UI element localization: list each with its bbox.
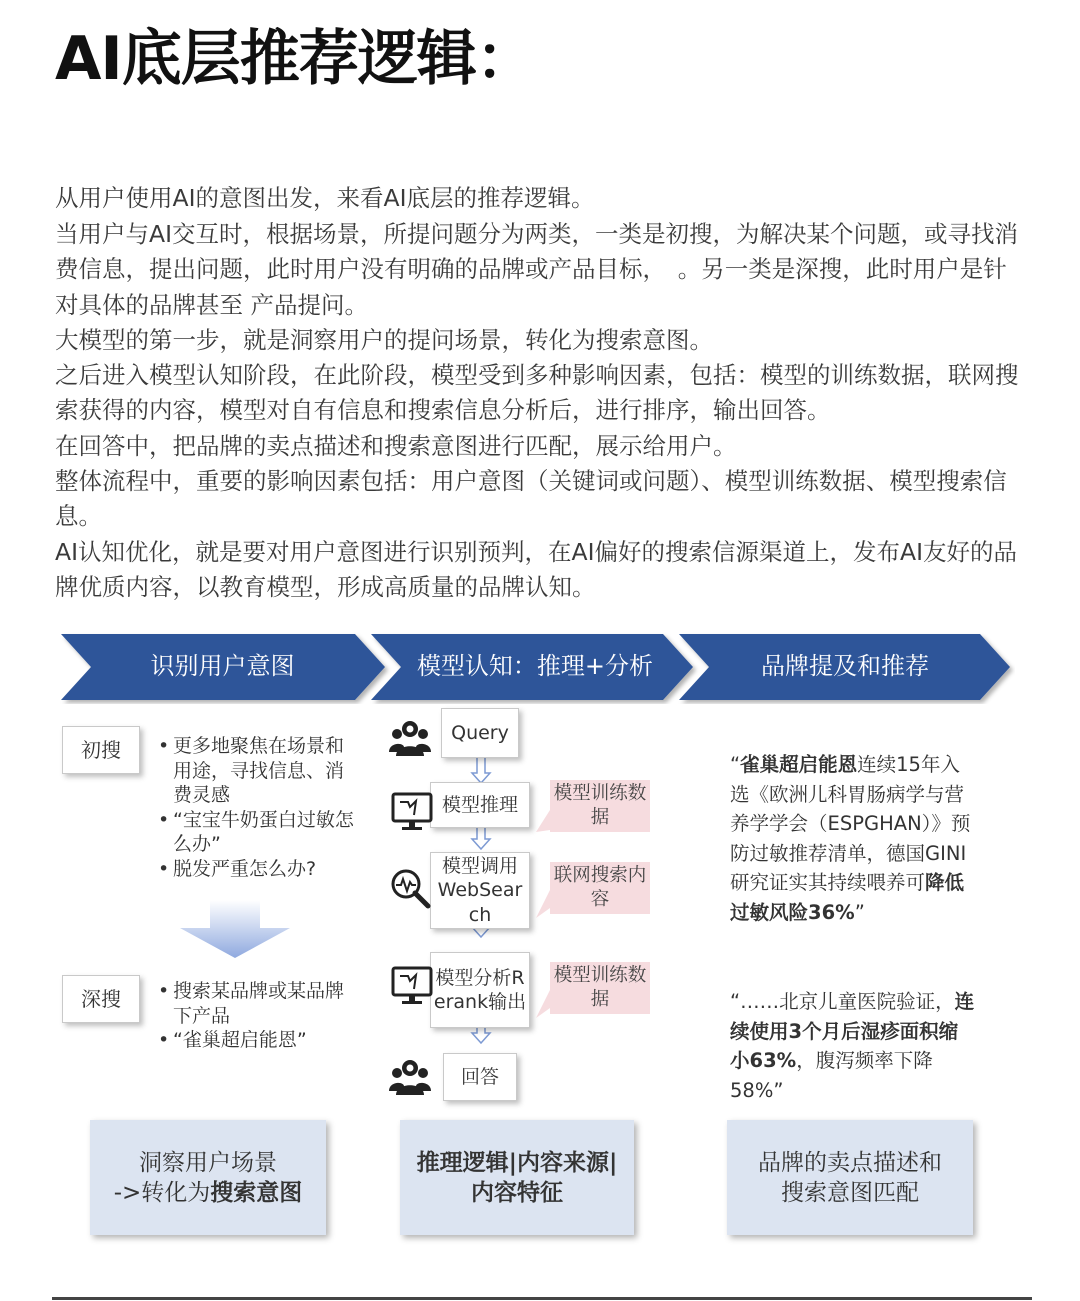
flow-step-query: Query [441, 708, 519, 758]
summary-bold: 搜索意图 [210, 1179, 303, 1206]
paragraph-7: AI认知优化，就是要对用户意图进行识别预判，在AI偏好的搜索信源渠道上，发布AI友好的品牌优质内容，以教育模型，形成高质量的品牌认知。 [55, 538, 1018, 602]
brand-quote-2 [730, 987, 975, 1105]
list-item: • 脱发严重怎么办? [155, 857, 355, 882]
quote-text: “……北京儿童医院验证， [730, 990, 955, 1013]
summary-line: 洞察用户场景 [139, 1149, 277, 1176]
stage-label-1: 识别用户意图 [150, 652, 295, 680]
quote-highlight: 连续使用3个月后湿疹面积缩小63% [730, 990, 975, 1072]
summary-line: 推理逻辑|内容来源| [416, 1149, 618, 1176]
initial-search-tag: 初搜 [62, 726, 140, 774]
list-item: • 更多地聚焦在场景和用途，寻找信息、消费灵感 [155, 734, 355, 808]
quote-highlight: 降低过敏风险36% [730, 871, 965, 924]
paragraph-4: 之后进入模型认知阶段，在此阶段，模型受到多种影响因素，包括：模型的训练数据，联网搜索获得的内容，模型对自有信息和搜索信息分析后，进行排序，输出回答。 [55, 361, 1019, 425]
paragraph-6: 整体流程中，重要的影响因素包括：用户意图（关键词或问题）、模型训练数据、模型搜索信息。 [55, 467, 1007, 531]
stage-label-2: 模型认知：推理+分析 [416, 652, 654, 680]
paragraph-2: 当用户与AI交互时，根据场景，所提问题分为两类，一类是初搜，为解决某个问题，或寻找消费信息，提出问题，此时用户没有明确的品牌或产品目标， 。另一类是深搜，此时用户是针对具体的品牌甚至 产品提问。 [55, 220, 1019, 319]
list-item: • 搜索某品牌或某品牌下产品 [155, 979, 355, 1028]
summary-line [114, 1178, 303, 1208]
flow-step-answer: 回答 [443, 1053, 517, 1101]
quote-text: 连续15年入选《欧洲儿科胃肠病学与营养学学会（ESPGHAN）》预防过敏推荐清单，德国GINI研究证实其持续喂养可 [730, 753, 971, 894]
quote-brand: 雀巢超启能恩 [740, 753, 858, 776]
callout-training-data: 模型训练数据 [550, 962, 650, 1014]
search-analytics-icon [388, 866, 432, 910]
initial-search-list [155, 734, 355, 881]
flow-step-websearch: 模型调用WebSearch [430, 852, 530, 929]
bottom-divider [52, 1297, 1032, 1300]
brand-quote-1 [730, 750, 975, 927]
flow-step-reasoning: 模型推理 [430, 782, 530, 828]
quote-text: ，腹泻频率下降58%” [730, 1049, 933, 1102]
stage-label-3: 品牌提及和推荐 [761, 652, 929, 680]
summary-prefix: ->转化为 [113, 1179, 211, 1206]
page-title: AI底层推荐逻辑： [55, 24, 535, 94]
paragraph-5: 在回答中，把品牌的卖点描述和搜索意图进行匹配，展示给用户。 [55, 432, 737, 460]
callout-training-data: 模型训练数据 [550, 780, 650, 832]
quote-close-mark: ” [854, 900, 865, 924]
summary-box-reasoning [400, 1120, 634, 1235]
list-item: • “雀巢超启能恩” [155, 1028, 355, 1053]
summary-box-intent [90, 1120, 326, 1235]
monitor-chart-icon [390, 963, 434, 1007]
summary-line: 内容特征 [471, 1179, 563, 1206]
people-icon [388, 716, 432, 760]
people-icon [388, 1055, 432, 1099]
summary-box-brand [727, 1120, 973, 1235]
paragraph-1: 从用户使用AI的意图出发，来看AI底层的推荐逻辑。 [55, 184, 595, 212]
summary-line: 品牌的卖点描述和搜索意图匹配 [758, 1149, 942, 1206]
deep-search-list [155, 979, 355, 1053]
quote-open-mark: “ [730, 753, 741, 776]
paragraph-3: 大模型的第一步，就是洞察用户的提问场景，转化为搜索意图。 [55, 326, 713, 354]
down-arrow-icon [180, 900, 290, 960]
monitor-chart-icon [390, 789, 434, 833]
deep-search-tag: 深搜 [62, 975, 140, 1023]
callout-web-search: 联网搜索内容 [550, 862, 650, 914]
flow-step-rerank: 模型分析Rerank输出 [430, 952, 530, 1028]
list-item: • “宝宝牛奶蛋白过敏怎么办” [155, 808, 355, 857]
